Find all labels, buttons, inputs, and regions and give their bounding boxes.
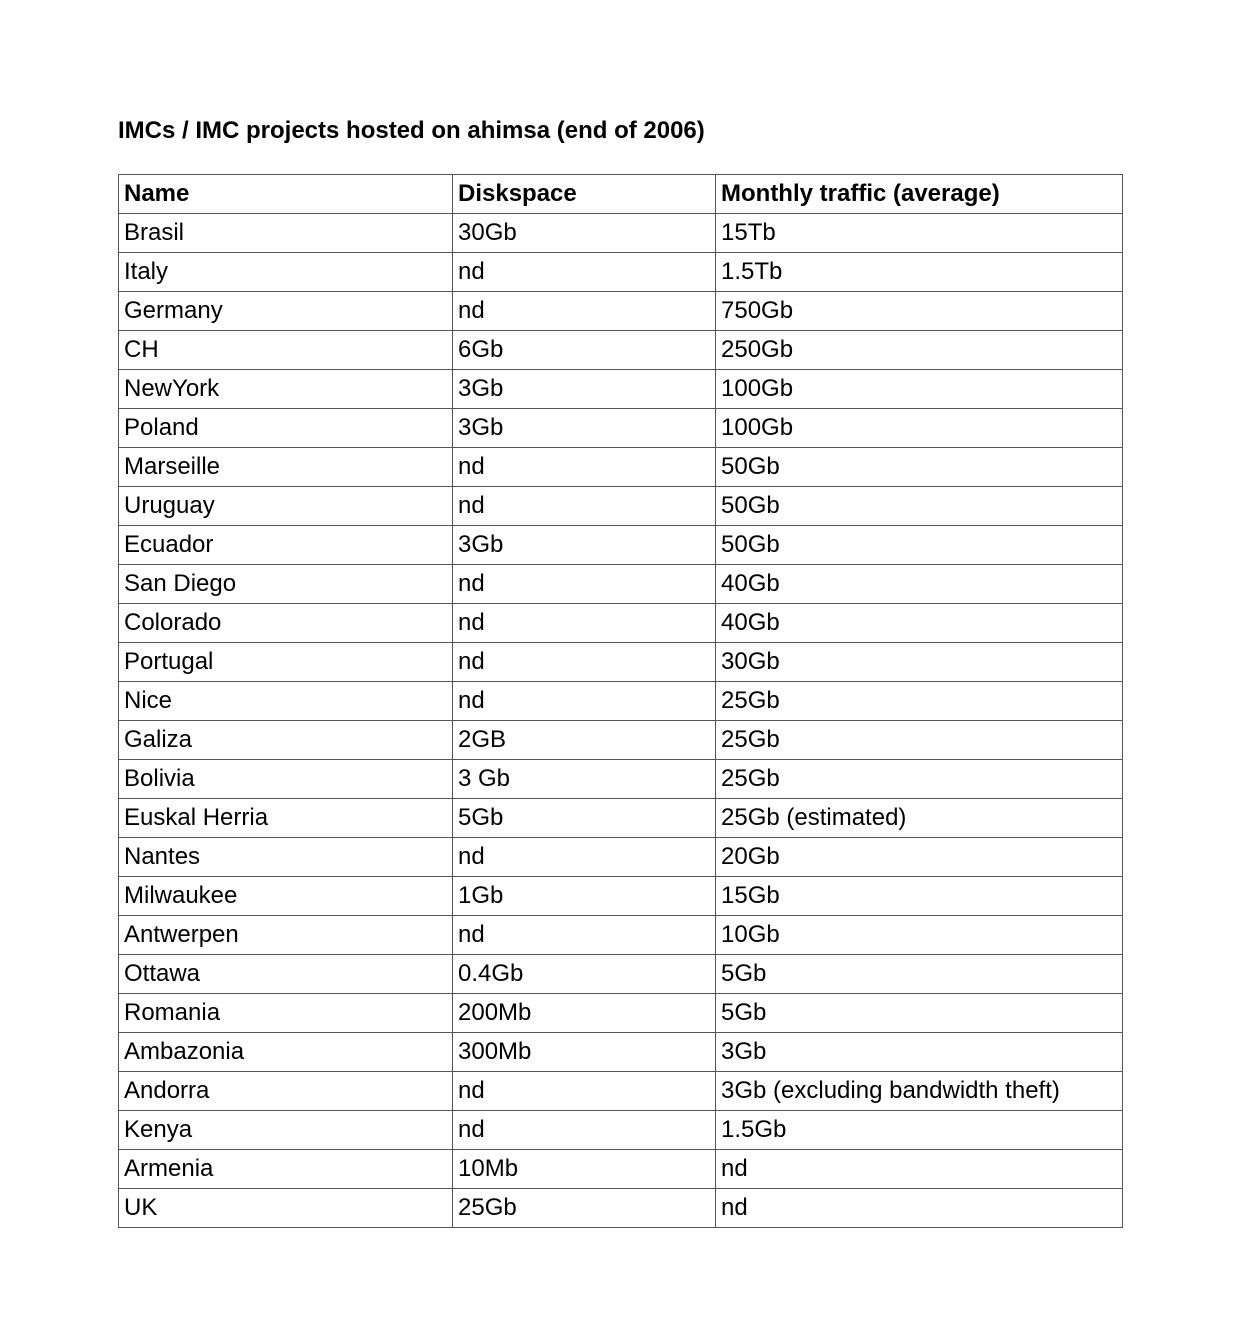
cell-name: Poland [119, 409, 453, 448]
cell-diskspace: 3 Gb [453, 760, 716, 799]
table-row [119, 721, 1123, 760]
cell-monthly-traffic: 3Gb (excluding bandwidth theft) [716, 1072, 1123, 1111]
table-row [119, 1150, 1123, 1189]
header-row [119, 175, 1123, 214]
table-body [119, 214, 1123, 1228]
table-row [119, 253, 1123, 292]
document-title: IMCs / IMC projects hosted on ahimsa (end of 2006) [118, 117, 705, 144]
cell-name: Antwerpen [119, 916, 453, 955]
cell-diskspace: 3Gb [453, 526, 716, 565]
cell-monthly-traffic: 15Gb [716, 877, 1123, 916]
cell-monthly-traffic: 50Gb [716, 526, 1123, 565]
cell-name: NewYork [119, 370, 453, 409]
table-row [119, 448, 1123, 487]
cell-monthly-traffic: 30Gb [716, 643, 1123, 682]
cell-monthly-traffic: 15Tb [716, 214, 1123, 253]
cell-monthly-traffic: 50Gb [716, 487, 1123, 526]
table-row [119, 1033, 1123, 1072]
table-row [119, 994, 1123, 1033]
cell-name: CH [119, 331, 453, 370]
cell-diskspace: nd [453, 448, 716, 487]
cell-name: Brasil [119, 214, 453, 253]
cell-diskspace: 3Gb [453, 370, 716, 409]
table-row [119, 370, 1123, 409]
cell-monthly-traffic: 40Gb [716, 565, 1123, 604]
cell-name: Ottawa [119, 955, 453, 994]
table-row [119, 643, 1123, 682]
cell-name: Italy [119, 253, 453, 292]
table-row [119, 682, 1123, 721]
cell-diskspace: 2GB [453, 721, 716, 760]
cell-name: Colorado [119, 604, 453, 643]
cell-monthly-traffic: 50Gb [716, 448, 1123, 487]
cell-monthly-traffic: 250Gb [716, 331, 1123, 370]
cell-name: Armenia [119, 1150, 453, 1189]
cell-name: Bolivia [119, 760, 453, 799]
table-row [119, 331, 1123, 370]
cell-diskspace: 10Mb [453, 1150, 716, 1189]
cell-diskspace: 3Gb [453, 409, 716, 448]
cell-monthly-traffic: nd [716, 1189, 1123, 1228]
cell-name: Ecuador [119, 526, 453, 565]
cell-name: Uruguay [119, 487, 453, 526]
table-row [119, 214, 1123, 253]
table-row [119, 838, 1123, 877]
table-row [119, 916, 1123, 955]
cell-name: San Diego [119, 565, 453, 604]
cell-diskspace: nd [453, 643, 716, 682]
table-row [119, 526, 1123, 565]
cell-name: UK [119, 1189, 453, 1228]
cell-diskspace: nd [453, 916, 716, 955]
column-header-name: Name [119, 175, 453, 214]
table-row [119, 409, 1123, 448]
cell-diskspace: 0.4Gb [453, 955, 716, 994]
cell-monthly-traffic: 40Gb [716, 604, 1123, 643]
cell-name: Nantes [119, 838, 453, 877]
cell-diskspace: 300Mb [453, 1033, 716, 1072]
cell-diskspace: nd [453, 604, 716, 643]
cell-diskspace: 30Gb [453, 214, 716, 253]
column-header-monthly-traffic: Monthly traffic (average) [716, 175, 1123, 214]
cell-diskspace: nd [453, 682, 716, 721]
table-row [119, 1111, 1123, 1150]
cell-diskspace: nd [453, 487, 716, 526]
column-header-diskspace: Diskspace [453, 175, 716, 214]
table-row [119, 877, 1123, 916]
table-row [119, 1189, 1123, 1228]
cell-diskspace: nd [453, 1072, 716, 1111]
cell-name: Milwaukee [119, 877, 453, 916]
cell-monthly-traffic: 1.5Tb [716, 253, 1123, 292]
cell-monthly-traffic: 10Gb [716, 916, 1123, 955]
table-row [119, 799, 1123, 838]
cell-monthly-traffic: 25Gb (estimated) [716, 799, 1123, 838]
cell-name: Marseille [119, 448, 453, 487]
table-header [119, 175, 1123, 214]
table-row [119, 1072, 1123, 1111]
table-row [119, 292, 1123, 331]
cell-name: Portugal [119, 643, 453, 682]
cell-diskspace: 200Mb [453, 994, 716, 1033]
cell-monthly-traffic: nd [716, 1150, 1123, 1189]
table-row [119, 565, 1123, 604]
cell-monthly-traffic: 25Gb [716, 760, 1123, 799]
cell-diskspace: nd [453, 838, 716, 877]
cell-diskspace: 6Gb [453, 331, 716, 370]
cell-diskspace: 5Gb [453, 799, 716, 838]
cell-name: Ambazonia [119, 1033, 453, 1072]
cell-monthly-traffic: 100Gb [716, 370, 1123, 409]
cell-name: Galiza [119, 721, 453, 760]
cell-monthly-traffic: 25Gb [716, 721, 1123, 760]
cell-monthly-traffic: 3Gb [716, 1033, 1123, 1072]
cell-monthly-traffic: 25Gb [716, 682, 1123, 721]
cell-monthly-traffic: 20Gb [716, 838, 1123, 877]
table-row [119, 604, 1123, 643]
cell-diskspace: nd [453, 565, 716, 604]
cell-diskspace: 25Gb [453, 1189, 716, 1228]
cell-monthly-traffic: 750Gb [716, 292, 1123, 331]
cell-diskspace: 1Gb [453, 877, 716, 916]
cell-monthly-traffic: 100Gb [716, 409, 1123, 448]
cell-monthly-traffic: 5Gb [716, 994, 1123, 1033]
table-row [119, 955, 1123, 994]
cell-name: Kenya [119, 1111, 453, 1150]
cell-diskspace: nd [453, 1111, 716, 1150]
table-row [119, 487, 1123, 526]
cell-name: Andorra [119, 1072, 453, 1111]
cell-monthly-traffic: 1.5Gb [716, 1111, 1123, 1150]
table-row [119, 760, 1123, 799]
cell-name: Romania [119, 994, 453, 1033]
cell-diskspace: nd [453, 253, 716, 292]
cell-name: Germany [119, 292, 453, 331]
cell-diskspace: nd [453, 292, 716, 331]
cell-name: Euskal Herria [119, 799, 453, 838]
cell-name: Nice [119, 682, 453, 721]
hosting-table [118, 174, 1123, 1228]
cell-monthly-traffic: 5Gb [716, 955, 1123, 994]
